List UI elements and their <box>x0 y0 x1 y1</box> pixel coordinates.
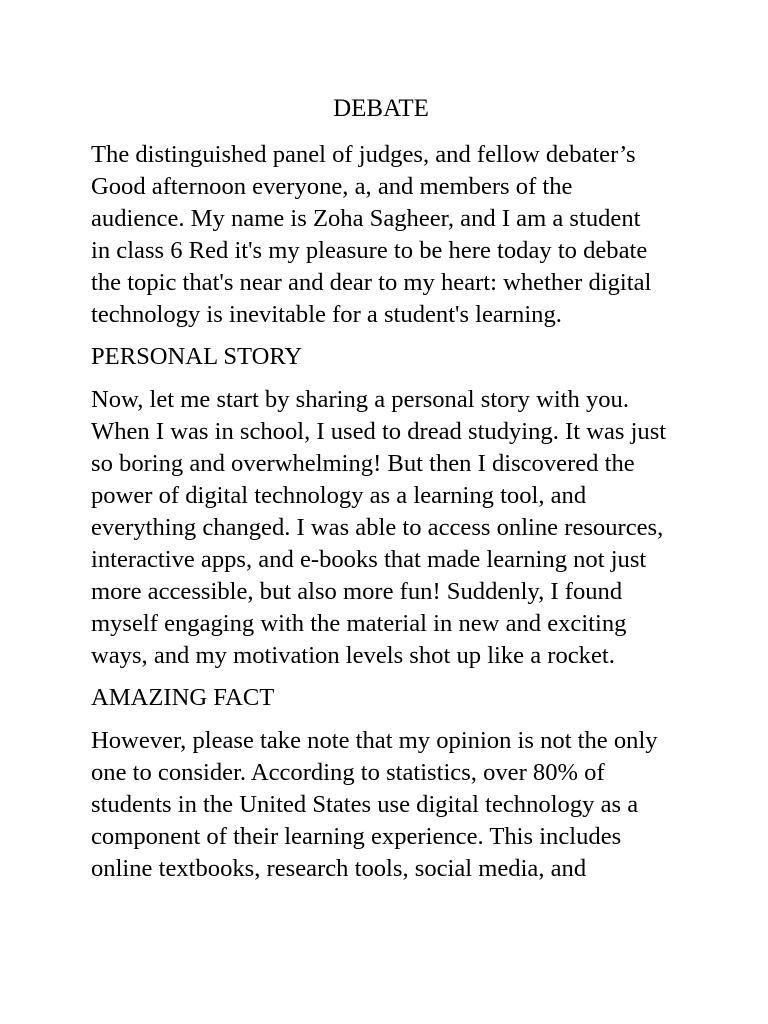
text-line: technology is inevitable for a student's learning. <box>91 301 562 328</box>
personal-story-paragraph <box>91 384 691 672</box>
text-line: one to consider. According to statistics, over 80% of <box>91 759 605 786</box>
text-line: myself engaging with the material in new and exciting <box>91 610 627 637</box>
amazing-fact-heading: AMAZING FACT <box>91 684 275 711</box>
text-line: Good afternoon everyone, a, and members of the <box>91 173 573 200</box>
text-line: The distinguished panel of judges, and fellow debater’s <box>91 141 636 168</box>
text-line: When I was in school, I used to dread studying. It was just <box>91 418 667 445</box>
text-line: power of digital technology as a learning tool, and <box>91 482 587 509</box>
text-line: everything changed. I was able to access online resources, <box>91 514 664 541</box>
text-line: the topic that's near and dear to my heart: whether digital <box>91 269 652 296</box>
text-line: interactive apps, and e-books that made learning not just <box>91 546 647 573</box>
text-line: online textbooks, research tools, social media, and <box>91 855 587 882</box>
text-line: more accessible, but also more fun! Suddenly, I found <box>91 578 623 605</box>
intro-paragraph <box>91 139 691 331</box>
text-line: so boring and overwhelming! But then I discovered the <box>91 450 635 477</box>
text-line: audience. My name is Zoha Sagheer, and I am a student <box>91 205 641 232</box>
text-line: ways, and my motivation levels shot up like a rocket. <box>91 642 615 669</box>
document-title: DEBATE <box>333 95 429 122</box>
text-line: Now, let me start by sharing a personal story with you. <box>91 386 629 413</box>
text-line: students in the United States use digital technology as a <box>91 791 639 818</box>
personal-story-heading: PERSONAL STORY <box>91 343 303 370</box>
text-line: in class 6 Red it's my pleasure to be here today to debate <box>91 237 648 264</box>
amazing-fact-paragraph <box>91 725 691 885</box>
text-line: However, please take note that my opinion is not the only <box>91 727 658 754</box>
text-line: component of their learning experience. This includes <box>91 823 622 850</box>
